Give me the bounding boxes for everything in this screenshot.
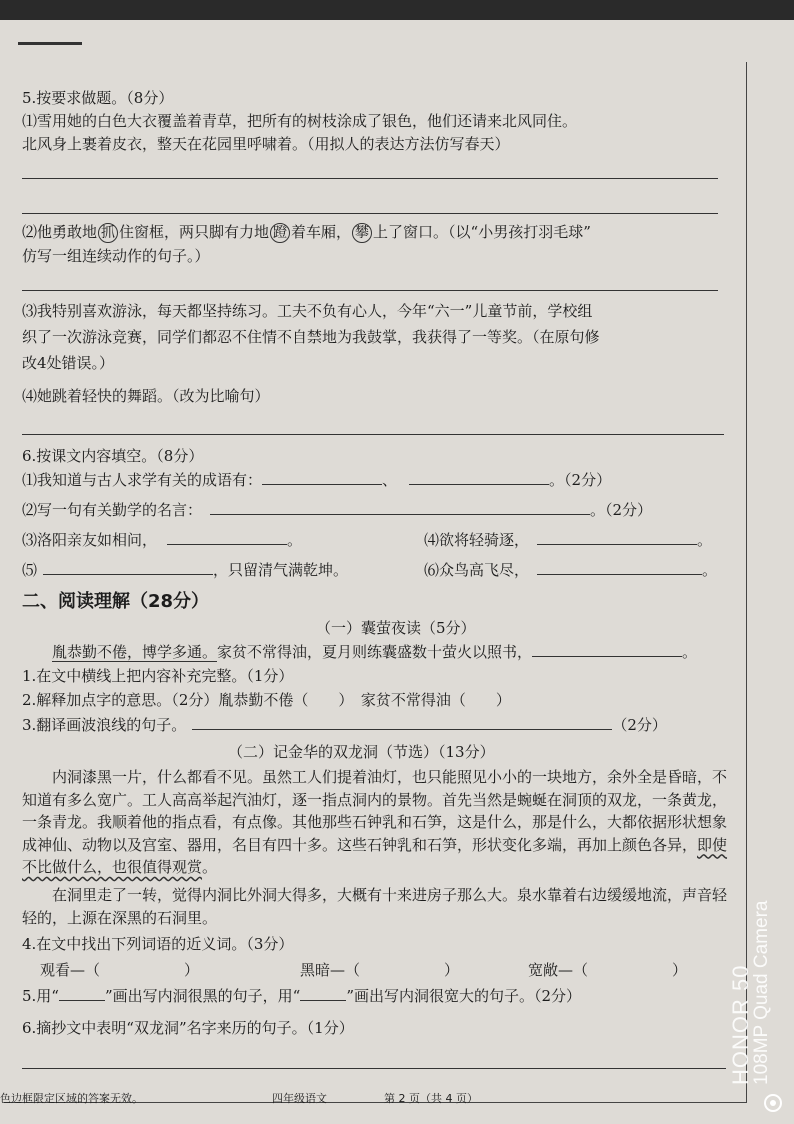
q6-item2 [22,500,652,520]
exam-paper [0,20,794,1124]
part1-q3 [22,715,667,735]
text: ⑵他勇敢地 [22,223,98,241]
passage-para-2: 在洞里走了一转，觉得内洞比外洞大得多，大概有十来进房子那么大。泉水靠着右边缓缓地流，声音轻轻的，上源在深黑的石洞里。 [22,886,728,927]
text: ⑹众鸟高飞尽， [424,561,530,579]
text: ⑸ [22,561,38,579]
section2-title: 二、阅读理解（28分） [22,591,210,612]
q6-item3 [22,530,302,550]
text: 。 [702,561,718,579]
fill-blank[interactable] [532,642,682,657]
fill-blank[interactable] [43,560,213,575]
circled-char: 攀 [352,223,372,243]
part1-text [52,642,697,662]
text: 内洞漆黑一片，什么都看不见。虽然工人们提着油灯，也只能照见小小的一块地方，余外全是昏暗，不知道有多么宽广。工人高高举起汽油灯，逐一指点洞内的景物。首先当然是蜿蜒在洞顶的双龙，一条黄龙，一条青龙。我顺着他的指点看，有点像。其他那些石钟乳和石笋，这是什么，那是什么，大都依据形状想象成神仙、动物以及宫室、器用，名目有四十多。这些石钟乳和石笋，形状变化多端，再加上颜色各异， [22,768,728,854]
q5-item3-line2: 织了一次游泳竞赛，同学们都忍不住情不自禁地为我鼓掌，我获得了一等奖。（在原句修 [22,328,600,346]
text: 观看—（ [40,961,101,979]
part2-title: （二）记金华的双龙洞（节选）（13分） [228,743,495,761]
line-sample [59,986,105,1001]
answer-line [22,213,718,214]
text: 家贫不常得油，夏月则练囊盛数十萤火以照书， [217,643,533,661]
part2-q4: 4.在文中找出下列词语的近义词。（3分） [22,935,294,953]
text: ⑴我知道与古人求学有关的成语有： [22,471,263,489]
q4-word3 [528,960,687,980]
q5-title: 5.按要求做题。（8分） [22,89,174,107]
circled-char: 抓 [98,223,118,243]
text: ） [444,961,460,979]
answer-line [22,178,718,179]
footer-note: 色边框限定区域的答案无效。 [0,1092,143,1105]
part1-q1: 1.在文中横线上把内容补充完整。（1分） [22,667,294,685]
part2-q6: 6.摘抄文中表明“双龙洞”名字来历的句子。（1分） [22,1019,354,1037]
text: 5.用“ [22,987,59,1005]
camera-lens-icon [762,1092,784,1114]
text: 。 [697,531,713,549]
q6-item4 [424,530,712,550]
answer-line [22,290,718,291]
q5-item3-line3: 改4处错误。） [22,354,115,372]
watermark-line1: HONOR 50 [728,964,753,1085]
fill-blank[interactable] [262,470,382,485]
wavy-underlined-text: 即使不比做什么，也很值得观赏 [22,835,728,876]
q5-item2-line1 [22,222,591,243]
fill-blank[interactable] [167,530,287,545]
q5-item2-line2: 仿写一组连续动作的句子。） [22,247,210,265]
text: ⑵写一句有关勤学的名言： [22,501,203,519]
text: ⑶洛阳亲友如相问， [22,531,158,549]
text: 住窗框，两只脚有力地 [119,223,270,241]
top-mark [18,42,82,45]
q5-item3-line1: ⑶我特别喜欢游泳，每天都坚持练习。工夫不负有心人，今年“六一”儿童节前，学校组 [22,302,593,320]
circled-char: 蹬 [270,223,290,243]
q5-item1-line2: 北风身上裹着皮衣，整天在花园里呼啸着。（用拟人的表达方法仿写春天） [22,135,510,153]
q6-item1 [22,470,611,490]
part1-q2: 2.解释加点字的意思。（2分）胤恭勤不倦（ ） 家贫不常得油（ ） [22,691,511,709]
text: 宽敞—（ [528,961,589,979]
text: ） [672,961,688,979]
watermark-line2: 108MP Quad Camera [751,900,772,1085]
fill-blank[interactable] [409,470,549,485]
text: 。（2分） [590,501,653,519]
fill-blank[interactable] [210,500,590,515]
q5-item1-line1: ⑴雪用她的白色大衣覆盖着青草，把所有的树枝涂成了银色，他们还请来北风同住。 [22,112,578,130]
camera-watermark [730,901,772,1085]
text: ”画出写内洞很黑的句子，用“ [104,987,301,1005]
line-sample [300,986,346,1001]
passage-para-1 [22,766,728,879]
text: ） [184,961,200,979]
q4-word1 [40,960,199,980]
answer-line [22,434,724,435]
fill-blank[interactable] [192,715,612,730]
part1-title: （一）囊萤夜读（5分） [316,619,476,637]
fill-blank[interactable] [537,530,697,545]
text: 。（2分） [549,471,612,489]
footer-subject: 四年级语文 [272,1092,327,1105]
text: 3.翻译画波浪线的句子。 [22,716,187,734]
text: ，只留清气满乾坤。 [213,561,349,579]
text: 。 [202,858,218,876]
q6-item6 [424,560,717,580]
q5-item4: ⑷她跳着轻快的舞蹈。（改为比喻句） [22,387,270,405]
fill-blank[interactable] [537,560,702,575]
q4-word2 [300,960,459,980]
text: 。 [682,643,698,661]
footer-page: 第 2 页（共 4 页） [384,1092,478,1105]
text: 着车厢， [291,223,352,241]
part2-q5 [22,986,581,1006]
text: 上了窗口。（以“小男孩打羽毛球” [373,223,591,241]
text: ”画出写内洞很宽大的句子。（2分） [346,987,582,1005]
text: 。 [287,531,303,549]
text: 、 [382,471,398,489]
q6-title: 6.按课文内容填空。（8分） [22,447,204,465]
underlined-text: 胤恭勤不倦，博学多通。 [52,643,218,661]
text: （2分） [612,716,667,734]
answer-line [22,1068,726,1069]
text: 黑暗—（ [300,961,361,979]
q6-item5 [22,560,348,580]
text: ⑷欲将轻骑逐， [424,531,530,549]
